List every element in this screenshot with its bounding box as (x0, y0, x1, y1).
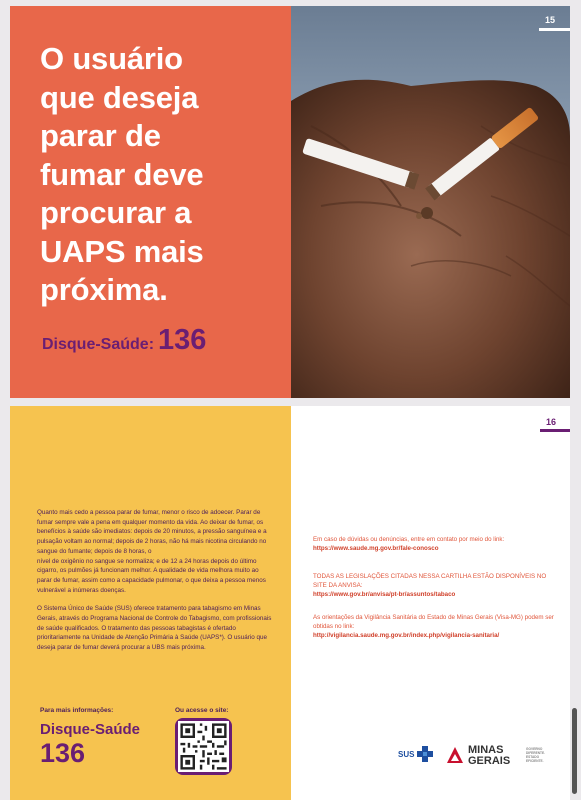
site-label: Ou acesse o site: (175, 707, 229, 714)
white-panel (291, 406, 570, 800)
slogan-line: DIFERENTE. (526, 751, 545, 755)
visa-text: As orientações da Vigilância Sanitária do Estado de Minas Gerais (Visa-MG) podem ser obtidas no link: (313, 614, 554, 630)
visa-link[interactable]: http://vigilancia.saude.mg.gov.br/index.php/vigilancia-sanitaria/ (313, 632, 500, 639)
disque-label: Disque-Saúde: (42, 336, 155, 353)
yellow-panel (10, 406, 291, 800)
scrollbar[interactable] (572, 708, 577, 794)
mg-logo-line: MINAS (468, 744, 504, 756)
page-number-16: 16 (546, 417, 557, 427)
contact-block (313, 535, 558, 553)
hand-cigarette-illustration (291, 6, 570, 398)
minas-gerais-triangle-icon (446, 746, 464, 764)
visa-block (313, 613, 558, 640)
headline-line: parar de (40, 118, 161, 153)
headline-line: UAPS mais (40, 233, 204, 269)
headline-line: procurar a (40, 195, 192, 230)
anvisa-link[interactable]: https://www.gov.br/anvisa/pt-br/assuntos/tabaco (313, 591, 456, 598)
contact-text: Em caso de dúvidas ou denúncias, entre em contato por meio do link: (313, 536, 505, 543)
page-number-bar (539, 28, 570, 31)
minas-gerais-logo-text (468, 745, 510, 766)
slogan-line: GOVERNO (526, 747, 543, 751)
headline-line: que deseja (40, 79, 199, 115)
info-label: Para mais informações: (40, 707, 114, 714)
paragraph: nível de oxigênio no sangue se normaliza; e de 12 a 24 horas depois do último cigarro, os pulmões já funcionam melhor. A qualidade de vida melhora muito ao parar de fumar, assim como a capacidade pulmonar, o que deixa a pessoa menos vulnerável a inúmeras doenças. (37, 557, 266, 594)
mg-logo-line: GERAIS (468, 754, 511, 767)
orange-panel (10, 6, 291, 398)
qr-pattern (178, 721, 229, 772)
page-16 (10, 406, 570, 800)
page-number-15: 15 (545, 15, 556, 25)
contact-link[interactable]: https://www.saude.mg.gov.br/fale-conosco (313, 545, 439, 552)
logos (398, 746, 568, 772)
page-number-bar (540, 429, 570, 432)
page-15 (10, 6, 570, 398)
body-text (37, 508, 275, 662)
headline-line: próxima. (40, 272, 168, 307)
paragraph: O Sistema Único de Saúde (SUS) oferece tratamento para tabagismo em Minas Gerais, através do Programa Nacional de Controle do Tabagismo, com profissionais de saúde qualificados. O tratamento das pessoas tabagistas é ofertado prioritariamente na Unidade de Atenção Primária à Saúde (UAPS*). O usuário que deseja parar de fumar deverá procurar a UBS mais próxima. (37, 605, 272, 652)
slogan-line: ESTADO (526, 755, 540, 759)
minas-gerais-slogan (526, 747, 545, 763)
headline-line: O usuário (40, 41, 183, 76)
disque-label: Disque-Saúde (40, 721, 141, 738)
disque-number: 136 (158, 324, 207, 356)
paragraph: Quanto mais cedo a pessoa parar de fumar, menor o risco de adoecer. Parar de fumar sempre vale a pena em qualquer momento da vida. Ao deixar de fumar, os benefícios à saúde são imediatos: depois de 20 minutos, a pressão sanguínea e a pulsação voltam ao normal; depois de 2 horas, não há mais nicotina circulando no sangue do fumante; depois de 8 horas, o (37, 509, 267, 555)
headline-line: fumar deve (40, 156, 204, 192)
hand-holding-broken-cigarette-photo (291, 6, 570, 398)
anvisa-text: TODAS AS LEGISLAÇÕES CITADAS NESSA CARTILHA ESTÃO DISPONÍVEIS NO SITE DA ANVISA: (313, 573, 547, 589)
anvisa-block (313, 572, 558, 599)
disque-saude-15 (42, 324, 206, 357)
headline (40, 40, 285, 310)
disque-saude-16 (40, 721, 140, 768)
disque-number: 136 (40, 738, 86, 768)
sus-logo-text: SUS (398, 750, 415, 759)
qr-code-icon[interactable] (175, 718, 232, 775)
slogan-line: EFICIENTE. (526, 759, 544, 763)
sus-cross-icon (417, 746, 433, 762)
